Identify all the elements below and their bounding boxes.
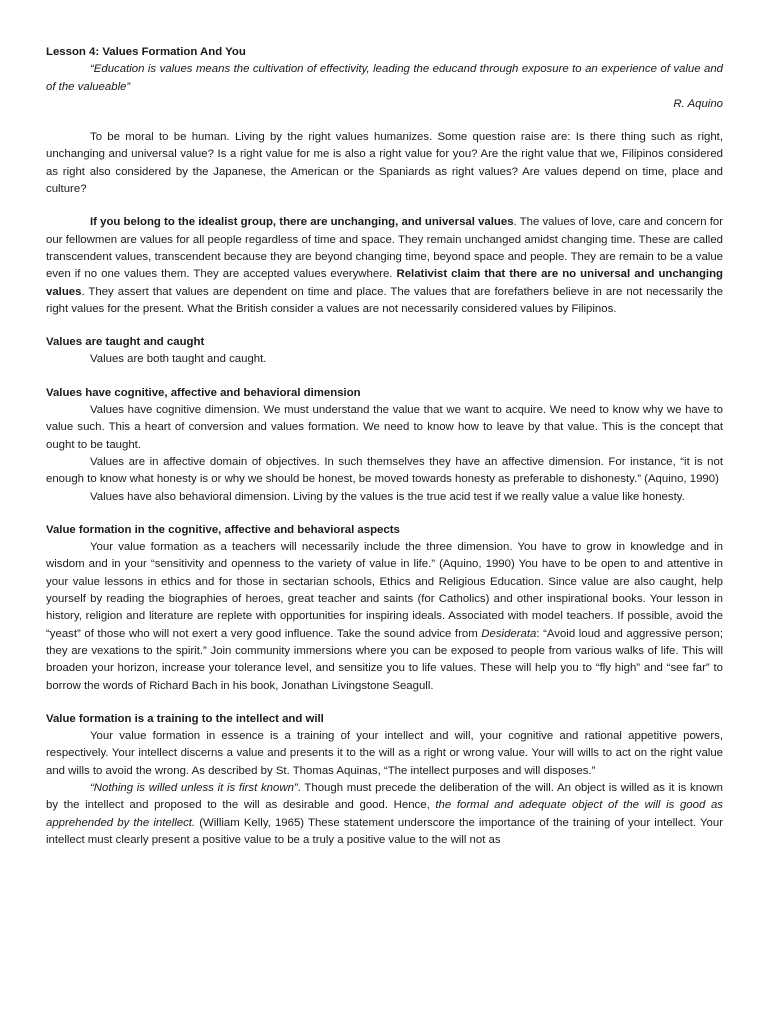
section-2-paragraph-2: Values are in affective domain of objectives. In such themselves they have an affective dimension. For instance, “it is not enough to know what honesty is or why we should be honest, be moved towards honesty as preferable to dishonesty.” (Aquino, 1990) — [46, 455, 723, 486]
intro-paragraph-1: To be moral to be human. Living by the right values humanizes. Some question raise are: Is there thing such as right, unchanging and universal value? Is a right value for me is also a right value for you? Are the right value that we, Filipinos considered as right also considered by the Japanese, the American or the Spaniards as right values? Are values depend on time, place and culture? — [46, 131, 723, 196]
epigraph-author: R. Aquino — [673, 97, 723, 110]
section-heading-aspects: Value formation in the cognitive, affective and behavioral aspects — [46, 523, 400, 536]
section-heading-taught-caught: Values are taught and caught — [46, 336, 205, 349]
desiderata-title: Desiderata — [481, 627, 537, 640]
section-2-paragraph-1: Values have cognitive dimension. We must understand the value that we want to acquire. We need to know why we have to value such. This a heart of conversion and values formation. We need to know how to leave by that value. This is the concept that ought to be taught. — [46, 404, 723, 451]
intro-paragraph-2 — [46, 214, 723, 318]
section-heading-intellect-will: Value formation is a training to the intellect and will — [46, 712, 324, 725]
section-3-paragraph — [46, 539, 723, 695]
section-2-paragraph-3: Values have also behavioral dimension. Living by the values is the true acid test if we really value a value like honesty. — [90, 490, 685, 503]
formal-object-quote: the formal and adequate object of the will is good as apprehended by the intellect. — [46, 799, 723, 829]
aquinas-quote: “Nothing is willed unless it is first known” — [90, 781, 298, 794]
section-1-paragraph: Values are both taught and caught. — [90, 353, 267, 366]
section-heading-dimensions: Values have cognitive, affective and behavioral dimension — [46, 386, 361, 399]
section-4-text-b: . Though must precede the deliberation of the will. An object is willed as it is known by the intellect and proposed to the will as desirable and good. Hence, — [46, 781, 723, 812]
section-4-text-d: (William Kelly, 1965) These statement underscore the importance of the training of your intellect. Your intellect must clearly present a positive value to be a truly a positive value to the will not as — [46, 816, 723, 846]
idealist-claim: If you belong to the idealist group, there are unchanging, and universal values — [90, 216, 514, 229]
intro-paragraph-2-text: . The values of love, care and concern for our fellowmen are values for all people regardless of time and space. They remain unchanged amidst changing time. These are called transcendent values, transcendent because they are beyond changing time, beyond space and people. They are remain to be a value even if no one values them. They are accepted values everywhere. — [46, 216, 723, 281]
epigraph-quote: “Education is values means the cultivation of effectivity, leading the educand through exposure to an experience of value and of the valueable” — [46, 63, 723, 93]
section-3-text-a: Your value formation as a teachers will necessarily include the three dimension. You have to grow in knowledge and in wisdom and in your “sensitivity and openness to the variety of value in life.” (Aquino, 1990) You have to be open to and attentive in your value lessons in ethics and for those in sectarian schools, Ethics and Religious Education. Since value are also caught, help yourself by reading the biographies of heroes, great teacher and saints (for Catholics) and other inspirational books. Your lesson in history, religion and literature are replete with opportunities for inspiring ideals. Associated with model teachers. If possible, avoid the “yeast” of those who will not exert a very good influence. Take the sound advice from — [46, 541, 723, 640]
document-page — [46, 44, 723, 849]
relativist-claim: Relativist claim that there are no universal and unchanging values — [46, 268, 723, 298]
lesson-title: Lesson 4: Values Formation And You — [46, 46, 246, 58]
intro-paragraph-2-end: . They assert that values are dependent on time and place. The values that are forefathers believe in are not necessarily the right values for the present. What the British consider a values are not necessarily considered values by Filipinos. — [46, 285, 723, 315]
section-3-text-b: : “Avoid loud and aggressive person; they are vexations to the spirit.” Join community immersions where you can be exposed to people from various walks of life. This will broaden your horizon, increase your tolerance level, and sensitize you to life values. These will help you to “fly high” and “see far” to borrow the words of Richard Bach in his book, Jonathan Livingstone Seagull. — [46, 627, 723, 692]
section-4-paragraph-2 — [46, 780, 723, 849]
section-4-paragraph-1: Your value formation in essence is a training of your intellect and will, your cognitive and rational appetitive powers, respectively. Your intellect discerns a value and presents it to the will as a right or wrong value. Your will wills to act on the right value and wills to avoid the wrong. As described by St. Thomas Aquinas, “The intellect purposes and will disposes.” — [46, 730, 723, 777]
